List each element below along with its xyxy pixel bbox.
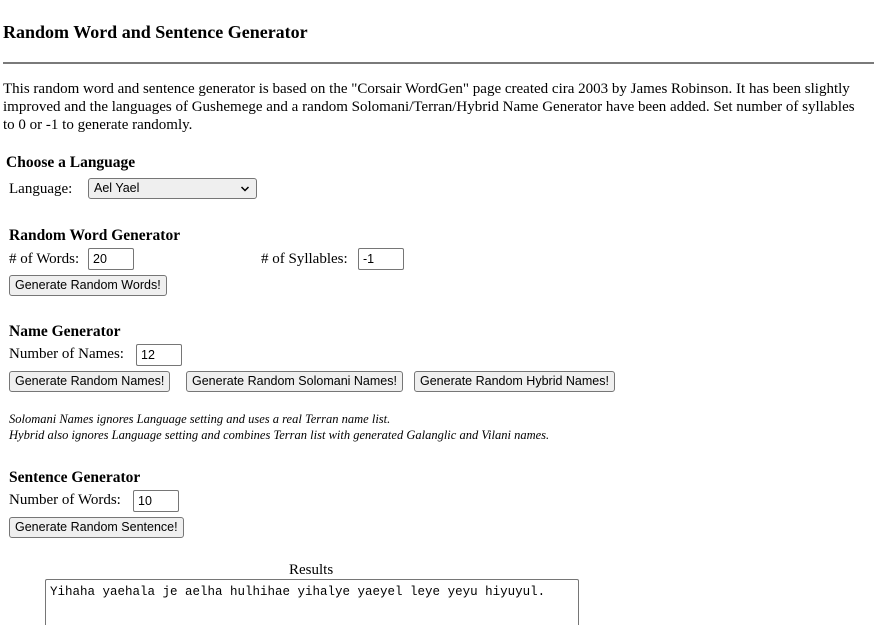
name-generator-heading: Name Generator (9, 323, 121, 340)
generate-solomani-names-button[interactable]: Generate Random Solomani Names! (186, 371, 403, 392)
intro-paragraph: This random word and sentence generator is based on the "Corsair WordGen" page created cira 2003 by James Robinson. It has been slightly improved and the languages of Gushemege and a random Solomani/Terran/Hybrid Name Generator have been added. Set number of syllables to 0 or -1 to generate randomly. (3, 81, 855, 133)
sentence-word-count-label: Number of Words: (9, 492, 121, 508)
syllables-input[interactable]: -1 (358, 248, 404, 270)
results-heading: Results (289, 562, 334, 578)
word-count-input[interactable]: 20 (88, 248, 134, 270)
language-label: Language: (9, 181, 73, 197)
chevron-down-icon (240, 184, 250, 194)
language-heading: Choose a Language (6, 154, 136, 171)
generate-hybrid-names-button[interactable]: Generate Random Hybrid Names! (414, 371, 615, 392)
language-select-value: Ael Yael (94, 181, 140, 195)
word-count-label: # of Words: (9, 251, 80, 267)
sentence-generator-heading: Sentence Generator (9, 469, 141, 486)
results-textarea[interactable]: Yihaha yaehala je aelha hulhihae yihalye yaeyel leye yeyu hiyuyul. (45, 579, 579, 625)
page-title: Random Word and Sentence Generator (3, 22, 308, 42)
generate-words-button[interactable]: Generate Random Words! (9, 275, 167, 296)
name-count-input[interactable]: 12 (136, 344, 182, 366)
language-select[interactable] (88, 178, 257, 199)
sentence-word-count-input[interactable]: 10 (133, 490, 179, 512)
hybrid-note: Hybrid also ignores Language setting and combines Terran list with generated Galanglic and Vilani names. (9, 428, 550, 442)
generate-sentence-button[interactable]: Generate Random Sentence! (9, 517, 184, 538)
horizontal-rule (3, 62, 874, 64)
word-generator-heading: Random Word Generator (9, 227, 181, 244)
solomani-note: Solomani Names ignores Language setting and uses a real Terran name list. (9, 412, 391, 426)
name-count-label: Number of Names: (9, 346, 124, 362)
syllables-label: # of Syllables: (261, 251, 348, 267)
generate-names-button[interactable]: Generate Random Names! (9, 371, 170, 392)
